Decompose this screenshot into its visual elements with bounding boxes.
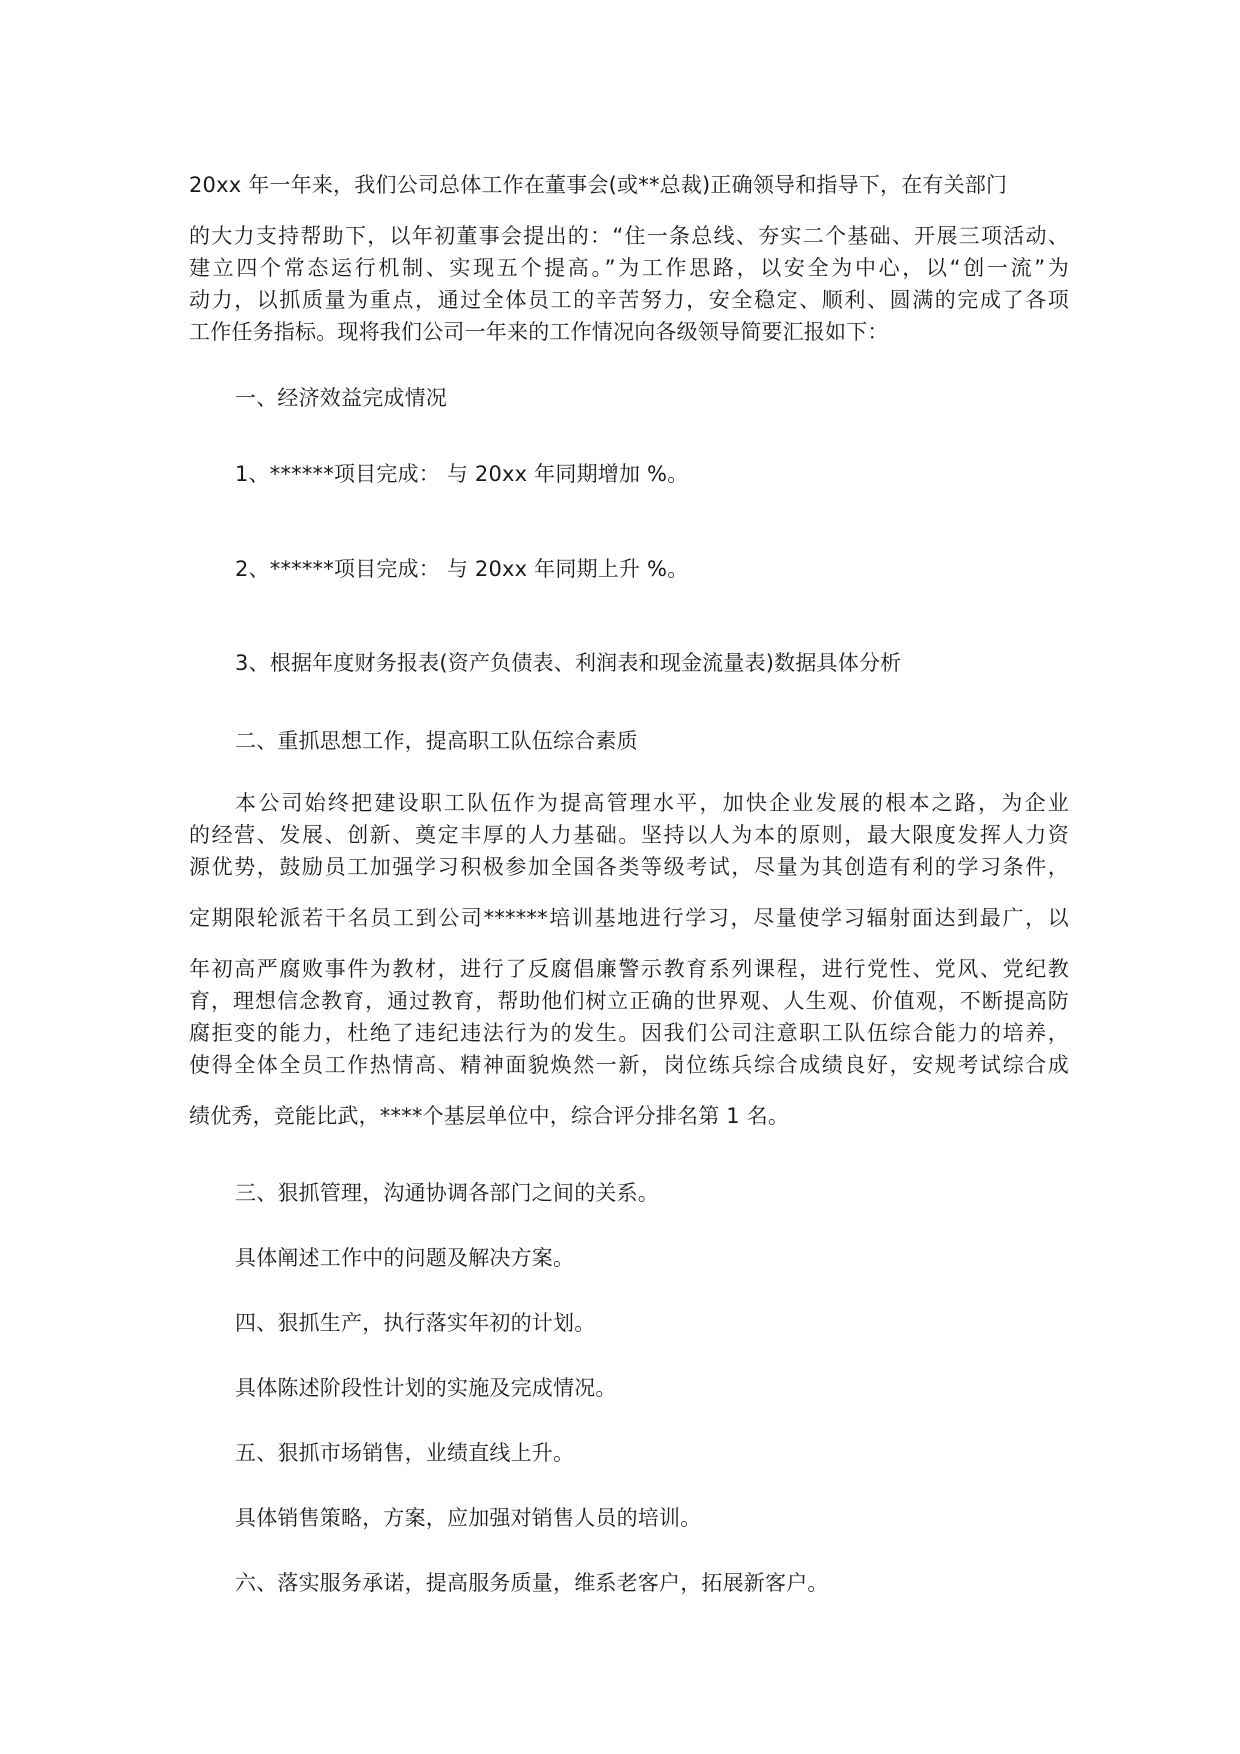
intro-line-2: 的大力支持帮助下，以年初董事会提出的：“住一条总线、夯实二个基础、开展三项活动、 bbox=[189, 224, 1069, 248]
item-3: 3、根据年度财务报表(资产负债表、利润表和现金流量表)数据具体分析 bbox=[235, 651, 902, 675]
s2-para-line-2: 的经营、发展、创新、奠定丰厚的人力基础。坚持以人为本的原则，最大限度发挥人力资 bbox=[189, 823, 1069, 847]
s2-para-line-6: 育，理想信念教育，通过教育，帮助他们树立正确的世界观、人生观、价值观，不断提高防 bbox=[189, 989, 1069, 1013]
item-2: 2、******项目完成： 与 20xx 年同期上升 %。 bbox=[235, 557, 689, 581]
intro-line-1: 20xx 年一年来，我们公司总体工作在董事会(或**总裁)正确领导和指导下，在有关部门 bbox=[189, 173, 1008, 197]
s2-para-line-7: 腐拒变的能力，杜绝了违纪违法行为的发生。因我们公司注意职工队伍综合能力的培养， bbox=[189, 1021, 1069, 1045]
section-heading-6: 六、落实服务承诺，提高服务质量，维系老客户，拓展新客户。 bbox=[235, 1571, 829, 1595]
s2-para-line-9: 绩优秀，竞能比武，****个基层单位中，综合评分排名第 1 名。 bbox=[189, 1104, 790, 1128]
intro-line-5: 工作任务指标。现将我们公司一年来的工作情况向各级领导简要汇报如下： bbox=[189, 320, 889, 344]
s4-body: 具体陈述阶段性计划的实施及完成情况。 bbox=[235, 1376, 617, 1400]
s2-para-line-5: 年初高严腐败事件为教材，进行了反腐倡廉警示教育系列课程，进行党性、党风、党纪教 bbox=[189, 957, 1069, 981]
s2-para-line-1: 本公司始终把建设职工队伍作为提高管理水平，加快企业发展的根本之路，为企业 bbox=[235, 791, 1069, 815]
intro-line-4: 动力，以抓质量为重点，通过全体员工的辛苦努力，安全稳定、顺利、圆满的完成了各项 bbox=[189, 288, 1069, 312]
item-1: 1、******项目完成： 与 20xx 年同期增加 %。 bbox=[235, 462, 689, 486]
section-heading-4: 四、狠抓生产，执行落实年初的计划。 bbox=[235, 1311, 596, 1335]
section-heading-1: 一、经济效益完成情况 bbox=[235, 386, 447, 410]
intro-line-3: 建立四个常态运行机制、实现五个提高。”为工作思路，以安全为中心，以“创一流”为 bbox=[189, 256, 1069, 280]
section-heading-2: 二、重抓思想工作，提高职工队伍综合素质 bbox=[235, 729, 638, 753]
section-heading-3: 三、狠抓管理，沟通协调各部门之间的关系。 bbox=[235, 1181, 659, 1205]
s2-para-line-8: 使得全体全员工作热情高、精神面貌焕然一新，岗位练兵综合成绩良好，安规考试综合成 bbox=[189, 1053, 1069, 1077]
section-heading-5: 五、狠抓市场销售，业绩直线上升。 bbox=[235, 1441, 575, 1465]
s2-para-line-4: 定期限轮派若干名员工到公司******培训基地进行学习，尽量使学习辐射面达到最广，以 bbox=[189, 906, 1069, 930]
s3-body: 具体阐述工作中的问题及解决方案。 bbox=[235, 1246, 575, 1270]
s2-para-line-3: 源优势，鼓励员工加强学习积极参加全国各类等级考试，尽量为其创造有利的学习条件， bbox=[189, 855, 1069, 879]
s5-body: 具体销售策略，方案，应加强对销售人员的培训。 bbox=[235, 1506, 702, 1530]
